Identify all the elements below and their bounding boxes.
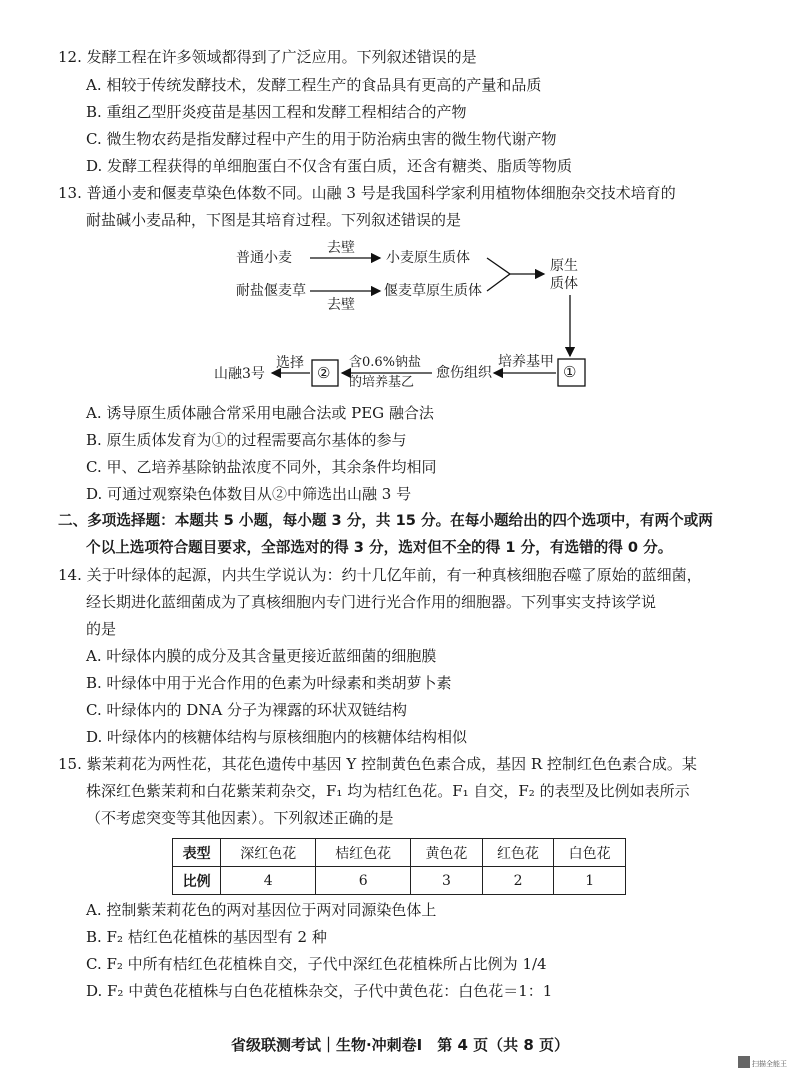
table-header-row: [173, 839, 626, 867]
q13-option-a: A. 诱导原生质体融合常采用电融合法或 PEG 融合法: [86, 404, 434, 422]
q14-stem-line3: 的是: [86, 620, 117, 638]
q12-option-a: A. 相较于传统发酵技术，发酵工程生产的食品具有更高的产量和品质: [86, 76, 542, 94]
q14-option-d: D. 叶绿体内的核糖体结构与原核细胞内的核糖体结构相似: [86, 728, 468, 746]
phenotype-ratio-table: [172, 838, 626, 895]
q13-option-c: C. 甲、乙培养基除钠盐浓度不同外，其余条件均相同: [86, 458, 437, 476]
table-header-cell: 深红色花: [221, 839, 316, 867]
table-cell: 6: [316, 867, 411, 895]
label-select: 选择: [276, 355, 304, 371]
table-cell: 2: [482, 867, 554, 895]
q15-stem-line3: （不考虑突变等其他因素）。下列叙述正确的是: [86, 809, 394, 827]
label-salt-medium-2: 的培养基乙: [349, 375, 415, 390]
q15-option-b: B. F₂ 桔红色花植株的基因型有 2 种: [86, 928, 327, 946]
qr-code-icon: [738, 1056, 750, 1068]
q12-option-d: D. 发酵工程获得的单细胞蛋白不仅含有蛋白质，还含有糖类、脂质等物质: [86, 157, 573, 175]
table-cell: 1: [554, 867, 626, 895]
q14-option-b: B. 叶绿体中用于光合作用的色素为叶绿素和类胡萝卜素: [86, 674, 452, 692]
q14-stem-line2: 经长期进化蓝细菌成为了真核细胞内专门进行光合作用的细胞器。下列事实支持该学说: [86, 593, 657, 611]
label-medium-a: 培养基甲: [498, 354, 554, 370]
box2-label: ②: [317, 364, 331, 382]
q12-option-b: B. 重组乙型肝炎疫苗是基因工程和发酵工程相结合的产物: [86, 103, 467, 121]
q14-stem-line1: 14. 关于叶绿体的起源，内共生学说认为：约十几亿年前，有一种真核细胞吞噬了原始的蓝细菌，: [58, 566, 702, 584]
q15-stem-line1: 15. 紫茉莉花为两性花，其花色遗传中基因 Y 控制黄色色素合成，基因 R 控制红色色素合成。某: [58, 755, 697, 773]
q13-stem-line1: 13. 普通小麦和偃麦草染色体数不同。山融 3 号是我国科学家利用植物体细胞杂交技术培育的: [58, 184, 676, 202]
fusion-bracket: [487, 258, 510, 291]
label-wheat: 普通小麦: [236, 250, 292, 266]
q14-option-c: C. 叶绿体内的 DNA 分子为裸露的环状双链结构: [86, 701, 408, 719]
box1-label: ①: [563, 363, 577, 381]
table-ratio-label: 比例: [173, 867, 221, 895]
label-wheat-protoplast: 小麦原生质体: [386, 250, 470, 266]
table-header-label: 表型: [173, 839, 221, 867]
label-wall-removal-1: 去壁: [327, 240, 355, 256]
table-header-cell: 黄色花: [411, 839, 483, 867]
scanner-watermark: 扫描全能王: [752, 1060, 787, 1068]
q15-stem-line2: 株深红色紫茉莉和白花紫茉莉杂交，F₁ 均为桔红色花。F₁ 自交，F₂ 的表型及比例如表所示: [86, 782, 690, 800]
q12-option-c: C. 微生物农药是指发酵过程中产生的用于防治病虫害的微生物代谢产物: [86, 130, 557, 148]
table-header-cell: 红色花: [482, 839, 554, 867]
table-cell: 3: [411, 867, 483, 895]
q13-stem-line2: 耐盐碱小麦品种，下图是其培育过程。下列叙述错误的是: [86, 211, 462, 229]
q15-option-a: A. 控制紫茉莉花色的两对基因位于两对同源染色体上: [86, 901, 437, 919]
q13-option-b: B. 原生质体发育为①的过程需要高尔基体的参与: [86, 431, 407, 449]
q12-stem: 12. 发酵工程在许多领域都得到了广泛应用。下列叙述错误的是: [58, 48, 477, 66]
section2-line2: 个以上选项符合题目要求，全部选对的得 3 分，选对但不全的得 1 分，有选错的得 0 分。: [86, 539, 673, 556]
q13-option-d: D. 可通过观察染色体数目从②中筛选出山融 3 号: [86, 485, 412, 503]
label-protoplast-1: 原生: [550, 258, 578, 274]
label-wall-removal-2: 去壁: [327, 297, 355, 313]
label-result: 山融3号: [214, 366, 265, 382]
label-salt-grass: 耐盐偃麦草: [236, 283, 306, 299]
label-protoplast-2: 质体: [550, 276, 578, 292]
table-cell: 4: [221, 867, 316, 895]
label-grass-protoplast: 偃麦草原生质体: [384, 283, 482, 299]
q15-option-c: C. F₂ 中所有桔红色花植株自交，子代中深红色花植株所占比例为 1/4: [86, 955, 547, 973]
section2-line1: 二、多项选择题：本题共 5 小题，每小题 3 分，共 15 分。在每小题给出的四个选项中，有两个或两: [58, 512, 713, 529]
q15-option-d: D. F₂ 中黄色花植株与白色花植株杂交，子代中黄色花：白色花＝1：1: [86, 982, 553, 1000]
table-header-cell: 桔红色花: [316, 839, 411, 867]
page-footer: 省级联测考试｜生物·冲刺卷Ⅰ 第 4 页（共 8 页）: [230, 1036, 570, 1054]
label-callus: 愈伤组织: [436, 365, 492, 381]
table-row: [173, 867, 626, 895]
table-header-cell: 白色花: [554, 839, 626, 867]
label-salt-medium-1: 含0.6%钠盐: [349, 355, 422, 370]
q14-option-a: A. 叶绿体内膜的成分及其含量更接近蓝细菌的细胞膜: [86, 647, 437, 665]
